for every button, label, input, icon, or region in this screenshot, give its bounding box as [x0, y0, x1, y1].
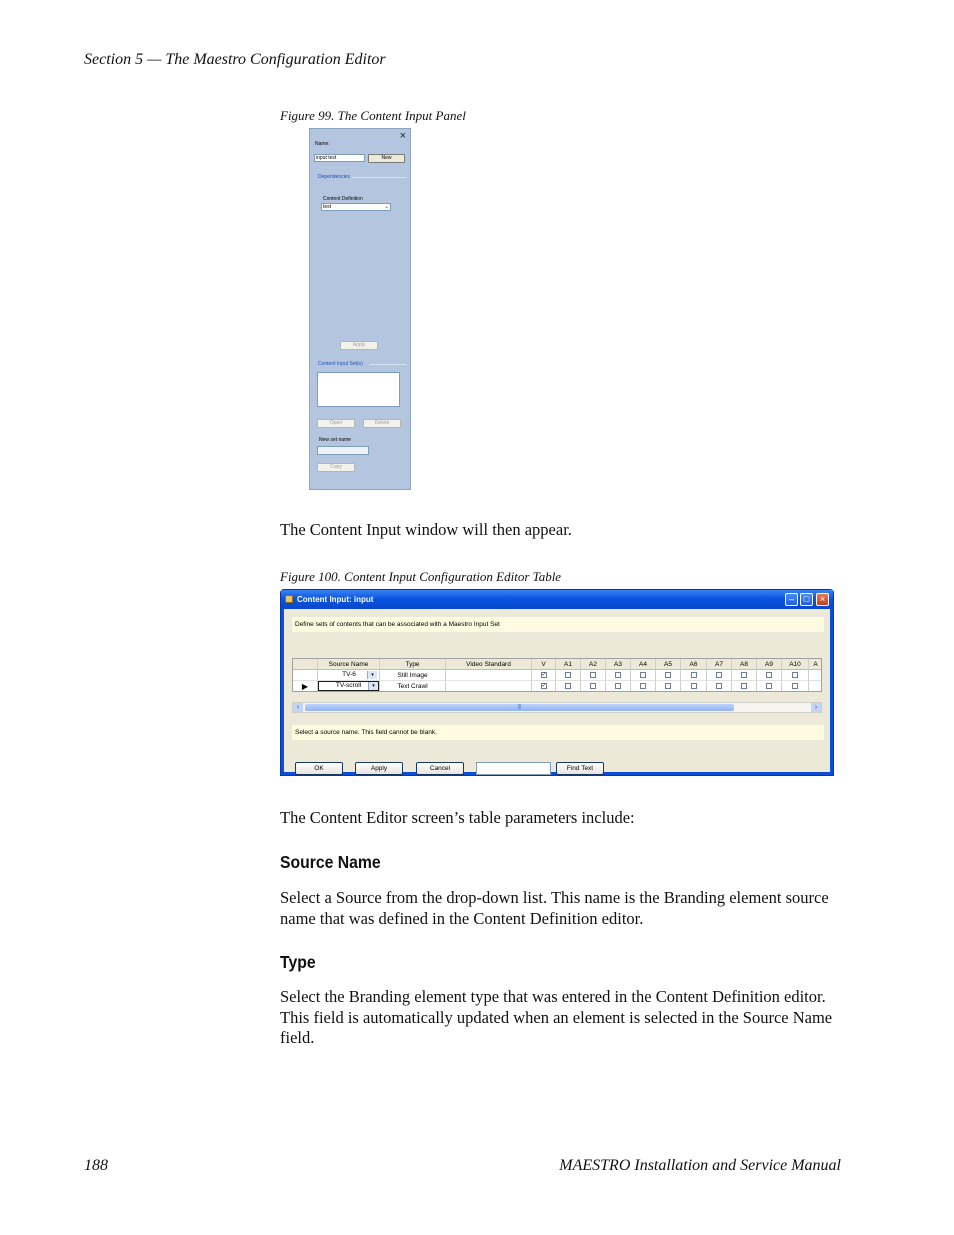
minimize-icon[interactable]: – [785, 593, 798, 606]
checkbox[interactable] [792, 672, 798, 678]
column-header-a8[interactable]: A8 [732, 659, 757, 670]
content-input-sets-divider [370, 364, 406, 365]
close-icon[interactable]: × [816, 593, 829, 606]
name-input[interactable] [314, 154, 365, 162]
scroll-left-icon[interactable]: ‹ [293, 703, 303, 712]
table-row-1-a9[interactable] [757, 670, 782, 681]
checkbox-checked[interactable]: ✓ [541, 672, 547, 679]
checkbox[interactable] [565, 672, 571, 678]
new-set-name-label: New set name [319, 437, 351, 443]
column-header-a7[interactable]: A7 [707, 659, 732, 670]
table-row-1-a6[interactable] [681, 670, 707, 681]
column-header-a1[interactable]: A1 [556, 659, 581, 670]
content-input-sets-list[interactable] [317, 372, 400, 407]
checkbox[interactable] [640, 672, 646, 678]
table-row-2-a-more[interactable] [809, 681, 822, 692]
table-row-2-a4[interactable] [631, 681, 656, 692]
copy-button[interactable]: Copy [317, 463, 355, 472]
apply-button[interactable]: Apply [340, 341, 378, 350]
maximize-icon[interactable]: □ [800, 593, 813, 606]
table-row-2-a1[interactable] [556, 681, 581, 692]
column-header-a3[interactable]: A3 [606, 659, 631, 670]
content-input-dialog [280, 589, 834, 776]
column-header-source-name[interactable]: Source Name [318, 659, 380, 670]
table-row-2-a8[interactable] [732, 681, 757, 692]
table-row-2-a5[interactable] [656, 681, 681, 692]
column-header-v[interactable]: V [532, 659, 556, 670]
column-header-a-more[interactable]: A [809, 659, 822, 670]
table-row-1-a2[interactable] [581, 670, 606, 681]
checkbox[interactable] [640, 683, 646, 689]
new-button[interactable]: New [368, 154, 405, 163]
checkbox[interactable] [565, 683, 571, 689]
dependencies-group-label: Dependencies [318, 174, 350, 180]
table-row-1-a1[interactable] [556, 670, 581, 681]
checkbox[interactable] [716, 683, 722, 689]
column-header-video-standard[interactable]: Video Standard [446, 659, 532, 670]
dependencies-divider [352, 177, 406, 178]
table-row-1-a5[interactable] [656, 670, 681, 681]
table-row-1-video-standard[interactable] [446, 670, 532, 681]
find-text-input[interactable] [476, 762, 551, 775]
heading-type: Type [280, 952, 316, 972]
checkbox[interactable] [741, 683, 747, 689]
horizontal-scrollbar[interactable] [292, 702, 822, 713]
content-input-panel [309, 128, 411, 490]
checkbox[interactable] [691, 683, 697, 689]
column-header-a5[interactable]: A5 [656, 659, 681, 670]
table-row-1-a-more[interactable] [809, 670, 822, 681]
content-input-sets-group-label: Content Input Set(s) [318, 361, 363, 367]
table-row-1-a3[interactable] [606, 670, 631, 681]
table-row-1-type[interactable]: Still Image [380, 670, 446, 681]
figure-99-caption: Figure 99. The Content Input Panel [280, 108, 466, 123]
content-input-table [292, 658, 822, 692]
dialog-client-area [284, 609, 830, 772]
checkbox[interactable] [615, 683, 621, 689]
table-row-2-a6[interactable] [681, 681, 707, 692]
title-bar[interactable] [281, 590, 833, 609]
table-row-2-a3[interactable] [606, 681, 631, 692]
table-row-2-a2[interactable] [581, 681, 606, 692]
manual-title: MAESTRO Installation and Service Manual [559, 1157, 841, 1174]
table-row-1-a10[interactable] [782, 670, 809, 681]
column-header-a10[interactable]: A10 [782, 659, 809, 670]
window-title: Content Input: input [297, 595, 374, 604]
table-row-2-a9[interactable] [757, 681, 782, 692]
table-row-2-type[interactable]: Text Crawl [380, 681, 446, 692]
checkbox[interactable] [741, 672, 747, 678]
cancel-button[interactable]: Cancel [416, 762, 464, 775]
checkbox[interactable] [691, 672, 697, 678]
app-icon [285, 595, 293, 603]
content-definition-label: Content Definition [323, 196, 363, 202]
dropdown-arrow-icon[interactable]: ▾ [367, 671, 377, 679]
name-label: Name: [315, 141, 330, 147]
column-header-a2[interactable]: A2 [581, 659, 606, 670]
content-definition-select[interactable] [321, 203, 391, 211]
checkbox[interactable] [590, 683, 596, 689]
paragraph-table-parameters: The Content Editor screen’s table parameters include: [280, 808, 635, 827]
close-icon[interactable]: × [399, 130, 406, 142]
name-input-value: input test [316, 155, 337, 161]
scrollbar-thumb[interactable]: ||| [305, 704, 734, 711]
paragraph-window-appears: The Content Input window will then appear. [280, 520, 572, 539]
row-pointer-icon[interactable]: ▶ [293, 681, 318, 692]
source-name-value: TV-6 [342, 671, 356, 678]
paragraph-type: Select the Branding element type that was entered in the Content Definition editor. This field is automatically updated when an element is selected in the Source Name field. [280, 987, 833, 1047]
page-number: 188 [84, 1157, 108, 1174]
table-row-2-v[interactable] [532, 681, 556, 692]
table-row-2-a10[interactable] [782, 681, 809, 692]
checkbox[interactable] [792, 683, 798, 689]
table-row-1-v[interactable] [532, 670, 556, 681]
checkbox[interactable] [716, 672, 722, 678]
scroll-right-icon[interactable]: › [811, 703, 821, 712]
open-button[interactable]: Open [317, 419, 355, 428]
info-banner: Define sets of contents that can be associated with a Maestro Input Set [292, 617, 824, 632]
row-header[interactable] [293, 670, 318, 681]
delete-button[interactable]: Delete [363, 419, 401, 428]
checkbox[interactable] [665, 683, 671, 689]
paragraph-source-name: Select a Source from the drop-down list. This name is the Branding element source name that was defined in the Content Definition editor. [280, 888, 829, 928]
find-text-button[interactable]: Find Text [556, 762, 604, 775]
table-row-1-a8[interactable] [732, 670, 757, 681]
running-head: Section 5 — The Maestro Configuration Editor [84, 51, 386, 68]
checkbox[interactable] [665, 672, 671, 678]
column-header-a6[interactable]: A6 [681, 659, 707, 670]
new-set-name-input[interactable] [317, 446, 369, 455]
checkbox-checked[interactable]: ✓ [541, 683, 547, 690]
table-row-1-source[interactable] [318, 670, 380, 681]
table-row-2-video-standard[interactable] [446, 681, 532, 692]
heading-source-name: Source Name [280, 852, 381, 872]
checkbox[interactable] [766, 672, 772, 678]
column-header-a9[interactable]: A9 [757, 659, 782, 670]
column-header-a4[interactable]: A4 [631, 659, 656, 670]
figure-100-caption: Figure 100. Content Input Configuration Editor Table [280, 569, 562, 584]
table-row-2-a7[interactable] [707, 681, 732, 692]
chevron-down-icon: ⌄ [383, 204, 389, 210]
apply-button[interactable]: Apply [355, 762, 403, 775]
column-header-type[interactable]: Type [380, 659, 446, 670]
source-name-value: TV-scroll [335, 682, 362, 689]
dropdown-arrow-icon[interactable]: ▾ [368, 682, 378, 690]
table-row-1-a4[interactable] [631, 670, 656, 681]
status-message: Select a source name. This field cannot be blank. [292, 725, 824, 740]
table-row-1-a7[interactable] [707, 670, 732, 681]
table-row-2-source[interactable] [318, 681, 380, 692]
checkbox[interactable] [590, 672, 596, 678]
checkbox[interactable] [766, 683, 772, 689]
ok-button[interactable]: OK [295, 762, 343, 775]
row-header-corner [293, 659, 318, 670]
checkbox[interactable] [615, 672, 621, 678]
content-definition-value: test [323, 204, 332, 210]
